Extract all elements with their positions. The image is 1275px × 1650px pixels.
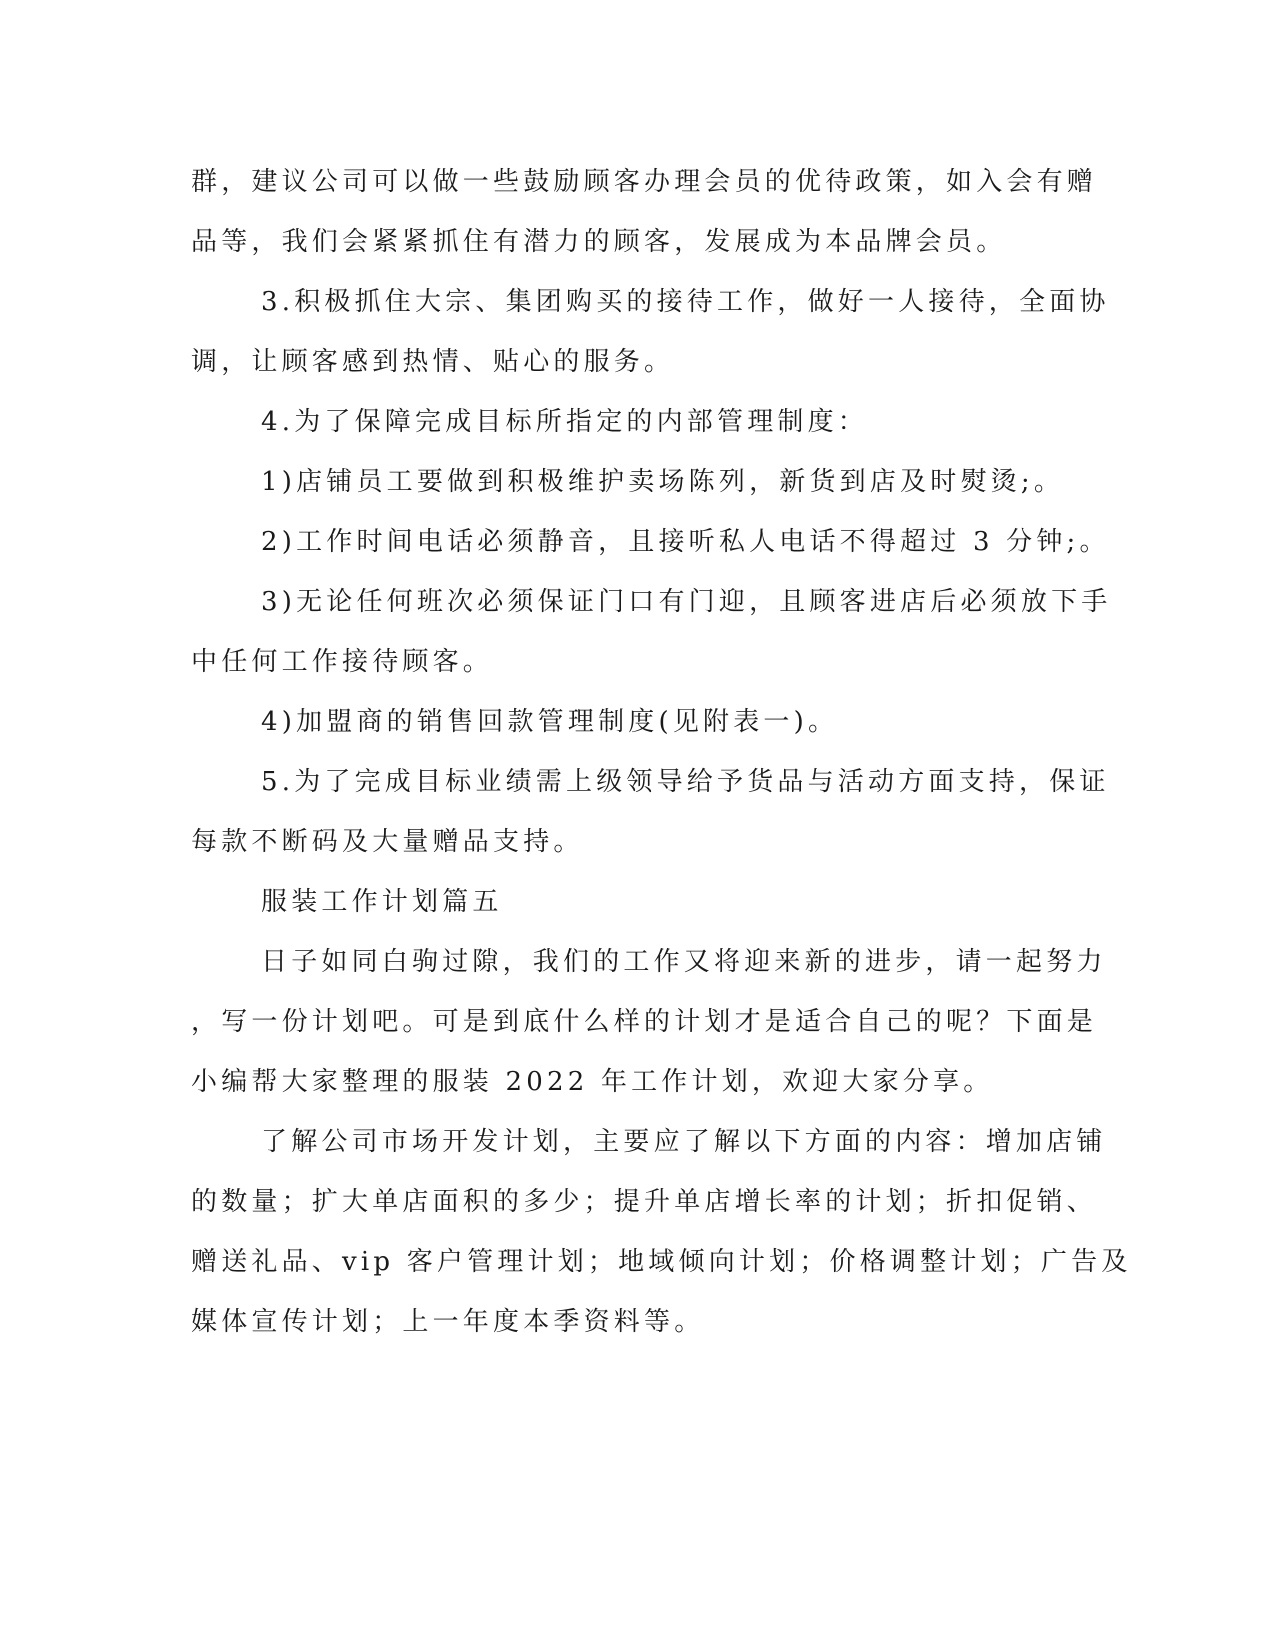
text-line: 中任何工作接待顾客。 [191, 647, 494, 677]
text-line: 了解公司市场开发计划，主要应了解以下方面的内容：增加店铺 [261, 1127, 1107, 1157]
text-line: 5.为了完成目标业绩需上级领导给予货品与活动方面支持，保证 [261, 767, 1110, 797]
text-line: 3.积极抓住大宗、集团购买的接待工作，做好一人接待，全面协 [261, 287, 1110, 317]
text-line: 1)店铺员工要做到积极维护卖场陈列，新货到店及时熨烫;。 [261, 467, 1065, 497]
text-line: 群，建议公司可以做一些鼓励顾客办理会员的优待政策，如入会有赠 [191, 167, 1098, 197]
text-line: ，写一份计划吧。可是到底什么样的计划才是适合自己的呢？下面是 [191, 1007, 1098, 1037]
text-line: 媒体宣传计划；上一年度本季资料等。 [191, 1307, 705, 1337]
text-line: 品等，我们会紧紧抓住有潜力的顾客，发展成为本品牌会员。 [191, 227, 1007, 257]
text-line: 小编帮大家整理的服装 2022 年工作计划，欢迎大家分享。 [191, 1067, 994, 1097]
section-heading: 服装工作计划篇五 [261, 887, 503, 917]
text-line: 的数量；扩大单店面积的多少；提升单店增长率的计划；折扣促销、 [191, 1187, 1098, 1217]
text-line: 调，让顾客感到热情、贴心的服务。 [191, 347, 675, 377]
text-line: 日子如同白驹过隙，我们的工作又将迎来新的进步，请一起努力 [261, 947, 1107, 977]
text-line: 4.为了保障完成目标所指定的内部管理制度： [261, 407, 869, 437]
text-line: 3)无论任何班次必须保证门口有门迎，且顾客进店后必须放下手 [261, 587, 1112, 617]
text-line: 每款不断码及大量赠品支持。 [191, 827, 584, 857]
text-line: 2)工作时间电话必须静音，且接听私人电话不得超过 3 分钟;。 [261, 527, 1110, 557]
text-line: 4)加盟商的销售回款管理制度(见附表一)。 [261, 707, 839, 737]
text-line: 赠送礼品、vip 客户管理计划；地域倾向计划；价格调整计划；广告及 [191, 1247, 1132, 1277]
